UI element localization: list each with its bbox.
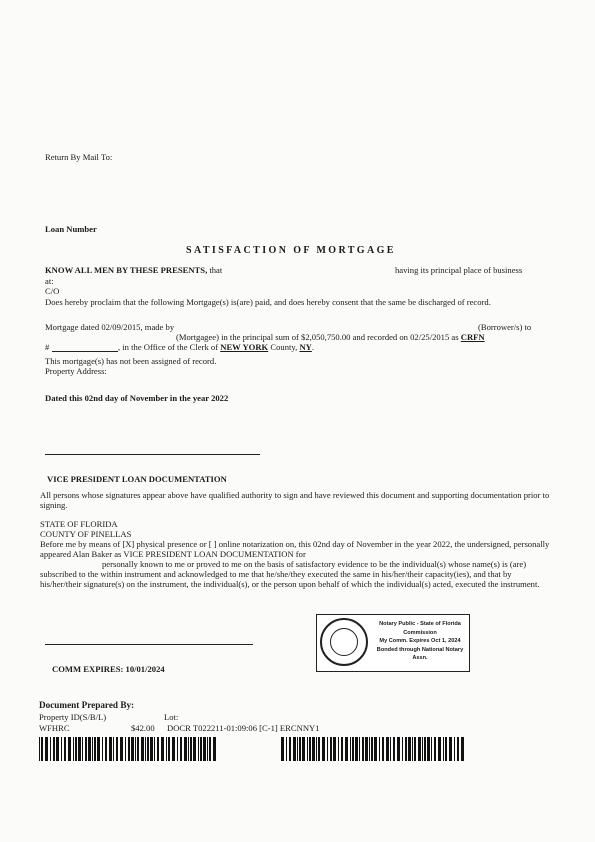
- barcode-bar: [418, 737, 421, 761]
- county-name: NEW YORK: [220, 342, 269, 352]
- barcode-bar: [154, 737, 155, 761]
- barcode-bar: [424, 737, 426, 761]
- hash-label: #: [45, 342, 50, 352]
- notary-stamp-text: [373, 620, 467, 663]
- barcode-bar: [184, 737, 187, 761]
- barcode-bar: [85, 737, 87, 761]
- barcode-bar: [161, 737, 164, 761]
- barcode-bar: [318, 737, 320, 761]
- barcode-bar: [92, 737, 93, 761]
- prepared-by-label: Document Prepared By:: [39, 700, 135, 710]
- that-text: that: [209, 265, 223, 275]
- barcode-bar: [397, 737, 400, 761]
- barcode-bar: [131, 737, 134, 761]
- barcode-bar: [53, 737, 55, 761]
- barcode-bar: [386, 737, 389, 761]
- mortgage-dated-text: Mortgage dated 02/09/2015, made by: [45, 322, 175, 332]
- property-address-label: Property Address:: [45, 366, 107, 376]
- barcode-bar: [141, 737, 144, 761]
- barcode-bar: [454, 737, 455, 761]
- barcode-bar: [213, 737, 216, 761]
- clerk-text: , in the Office of the Clerk of: [118, 342, 219, 352]
- barcode-bar: [125, 737, 126, 761]
- crfn-text: CRFN: [460, 332, 485, 342]
- fee-amount: $42.00: [131, 723, 155, 733]
- barcode-bar: [289, 737, 291, 761]
- county-word: County,: [270, 342, 298, 352]
- barcode-bar: [41, 737, 43, 761]
- barcode-bar: [327, 737, 328, 761]
- barcode-left: [39, 737, 216, 761]
- barcode-bar: [316, 737, 317, 761]
- barcode-bar: [157, 737, 159, 761]
- barcode-bar: [150, 737, 153, 761]
- barcode-bar: [393, 737, 395, 761]
- barcode-bar: [128, 737, 130, 761]
- barcode-bar: [443, 737, 444, 761]
- principal-place-text: having its principal place of business: [395, 265, 523, 275]
- mortgagee-line: [176, 332, 485, 342]
- barcode-bar: [461, 737, 464, 761]
- notary-paragraph-2: personally known to me or proved to me on the basis of satisfactory evidence to be the individual(s) whose name(s) is (are) subscribed to the within instrument and acknowledged to me that he/she/they executed the same in his/her/their capacity(ies), and that by his/her/their signature(s) on the instrument, the individual(s), or the person upon behalf of which the individual(s) acted, executed the instrument.: [40, 559, 540, 589]
- state-abbr: NY: [299, 342, 312, 352]
- barcode-bar: [109, 737, 112, 761]
- barcode-bar: [352, 737, 354, 761]
- barcode-bar: [369, 737, 370, 761]
- barcode-bar: [198, 737, 199, 761]
- notary-stamp: [316, 614, 470, 672]
- signature-line: [45, 454, 260, 455]
- wfhrc-label: WFHRC: [39, 723, 70, 733]
- barcode-bar: [309, 737, 311, 761]
- barcode-bar: [371, 737, 373, 761]
- proclaim-paragraph: Does hereby proclaim that the following Mortgage(s) is(are) paid, and does hereby consent that the same be discharged of record.: [45, 297, 491, 307]
- barcode-bar: [431, 737, 432, 761]
- barcode-bar: [405, 737, 407, 761]
- clerk-period: .: [311, 342, 315, 352]
- docr-code: DOCR T022211-01:09:06 [C-1] ERCNNY1: [167, 723, 320, 733]
- barcode-bar: [180, 737, 182, 761]
- barcode-bar: [359, 737, 360, 761]
- barcode-bar: [427, 737, 430, 761]
- barcode-bar: [147, 737, 149, 761]
- barcode-bar: [362, 737, 364, 761]
- barcode-bar: [168, 737, 170, 761]
- barcode-bar: [193, 737, 196, 761]
- barcode-bar: [438, 737, 441, 761]
- stamp-line-4: Bonded through National Notary Assn.: [376, 646, 464, 662]
- barcode-bar: [293, 737, 296, 761]
- barcode-bar: [330, 737, 332, 761]
- barcode-bar: [434, 737, 436, 761]
- barcode-bar: [209, 737, 211, 761]
- barcode-bar: [68, 737, 71, 761]
- stamp-line-2: Commission: [403, 629, 437, 636]
- barcode-bar: [82, 737, 83, 761]
- notary-seal-inner: [330, 628, 358, 656]
- barcode-bar: [422, 737, 423, 761]
- stamp-line-1: Notary Public - State of Florida: [379, 621, 461, 627]
- barcode-bar: [402, 737, 403, 761]
- barcode-right: [281, 737, 466, 761]
- barcode-bar: [341, 737, 343, 761]
- barcode-bar: [172, 737, 175, 761]
- barcode-bar: [412, 737, 413, 761]
- barcode-bar: [166, 737, 167, 761]
- barcode-bar: [299, 737, 301, 761]
- barcode-bar: [345, 737, 348, 761]
- know-all-line: [45, 265, 222, 275]
- barcode-bar: [137, 737, 139, 761]
- at-label: at:: [45, 276, 54, 286]
- barcode-bar: [88, 737, 91, 761]
- barcode-bar: [94, 737, 96, 761]
- comm-expires-text: COMM EXPIRES: 10/01/2024: [52, 664, 165, 674]
- county-label: COUNTY OF PINELLAS: [40, 529, 132, 539]
- know-all-text: KNOW ALL MEN BY THESE PRESENTS,: [45, 265, 208, 275]
- notary-signature-line: [45, 644, 253, 645]
- notary-paragraph-1: Before me by means of [X] physical presence or [ ] online notarization on, this 02nd day of November in the year 2022, the undersigned, personally appeared Alan Baker as VICE PRESIDENT LOAN DOCUMENTATION for: [40, 539, 550, 559]
- return-mail-label: Return By Mail To:: [45, 152, 113, 162]
- barcode-bar: [312, 737, 315, 761]
- barcode-bar: [73, 737, 74, 761]
- barcode-bar: [75, 737, 77, 761]
- barcode-bar: [97, 737, 100, 761]
- barcode-bar: [286, 737, 287, 761]
- barcode-bar: [39, 737, 40, 761]
- stamp-line-3: My Comm. Expires Oct 1, 2024: [379, 638, 461, 645]
- property-id-label: Property ID(S/B/L): [39, 712, 107, 722]
- barcode-bar: [145, 737, 146, 761]
- barcode-bar: [281, 737, 284, 761]
- barcode-bar: [200, 737, 202, 761]
- loan-number-label: Loan Number: [45, 224, 97, 234]
- barcode-bar: [64, 737, 66, 761]
- barcode-bar: [61, 737, 62, 761]
- barcode-bar: [449, 737, 452, 761]
- barcode-bar: [350, 737, 351, 761]
- notary-seal-icon: [320, 618, 368, 666]
- barcode-bar: [190, 737, 192, 761]
- barcode-bar: [203, 737, 206, 761]
- barcode-bar: [355, 737, 358, 761]
- barcode-bar: [302, 737, 305, 761]
- crfn-number-blank: [52, 351, 118, 352]
- co-label: C/O: [45, 286, 60, 296]
- barcode-bar: [374, 737, 377, 761]
- barcode-bar: [297, 737, 298, 761]
- barcode-bar: [207, 737, 208, 761]
- dated-this-text: Dated this 02nd day of November in the year 2022: [45, 393, 229, 403]
- barcode-bar: [365, 737, 368, 761]
- lot-label: Lot:: [164, 712, 179, 722]
- barcode-bar: [102, 737, 103, 761]
- barcode-bar: [322, 737, 325, 761]
- not-assigned-text: This mortgage(s) has not been assigned of record.: [45, 356, 217, 366]
- mortgagee-text: (Mortgagee) in the principal sum of $2,050,750.00 and recorded on 02/25/2015 as: [176, 332, 459, 342]
- barcode-bar: [120, 737, 123, 761]
- barcode-bar: [408, 737, 411, 761]
- barcode-bar: [390, 737, 391, 761]
- barcode-bar: [56, 737, 59, 761]
- barcode-bar: [78, 737, 81, 761]
- barcode-bar: [105, 737, 107, 761]
- authority-paragraph: All persons whose signatures appear above have qualified authority to sign and have reviewed this document and supporting documentation prior to signing.: [40, 490, 550, 510]
- barcode-bar: [379, 737, 380, 761]
- vp-title: VICE PRESIDENT LOAN DOCUMENTATION: [47, 474, 227, 484]
- barcode-bar: [50, 737, 51, 761]
- clerk-line: [118, 342, 314, 352]
- barcode-bar: [414, 737, 416, 761]
- barcode-bar: [445, 737, 447, 761]
- state-label: STATE OF FLORIDA: [40, 519, 118, 529]
- barcode-bar: [135, 737, 136, 761]
- barcode-bar: [457, 737, 459, 761]
- borrowers-to-text: (Borrower/s) to: [478, 322, 532, 332]
- barcode-bar: [188, 737, 189, 761]
- barcode-bar: [307, 737, 308, 761]
- document-title: SATISFACTION OF MORTGAGE: [186, 245, 396, 256]
- barcode-bar: [177, 737, 178, 761]
- barcode-bar: [113, 737, 114, 761]
- barcode-bar: [382, 737, 384, 761]
- barcode-bar: [333, 737, 336, 761]
- barcode-bar: [338, 737, 339, 761]
- barcode-bar: [45, 737, 48, 761]
- barcode-bar: [116, 737, 118, 761]
